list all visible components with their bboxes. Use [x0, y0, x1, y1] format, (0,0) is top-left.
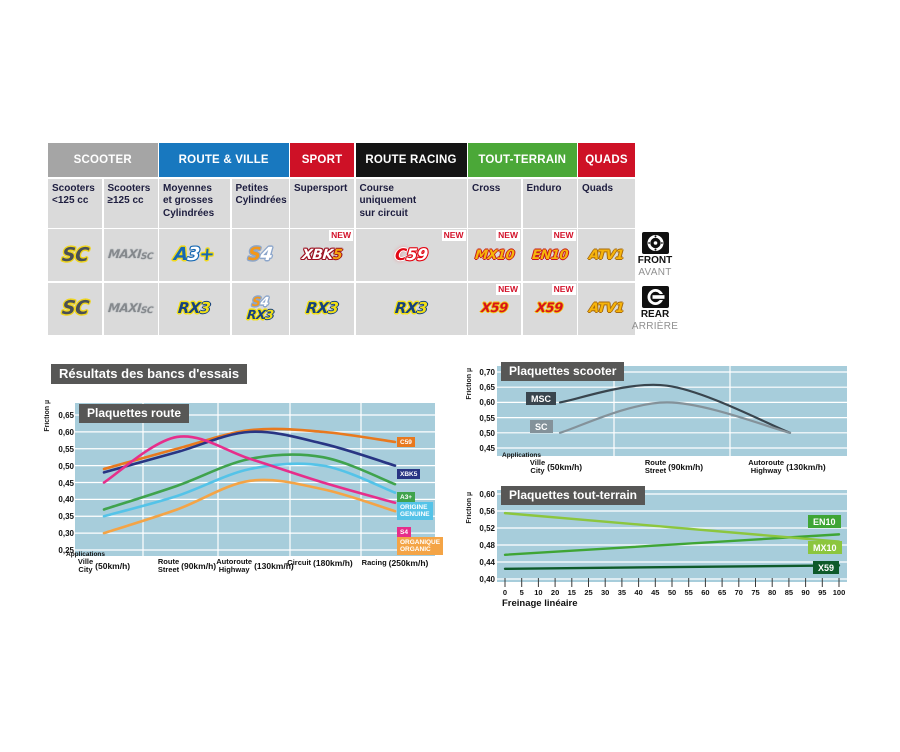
subheader-cell: Petites Cylindrées [232, 179, 289, 228]
logo-rx3: RX3 [305, 299, 339, 317]
x-tick-label: 100 [832, 588, 846, 597]
category-name: Autoroute Highway [216, 557, 253, 575]
x-tick-label: 90 [801, 588, 810, 597]
front-pad-cell [48, 229, 102, 281]
rear-pad-cell [232, 283, 289, 335]
chart-title-plaquettes-tout-terrain: Plaquettes tout-terrain [501, 486, 645, 505]
new-badge: NEW [498, 230, 518, 240]
new-badge: NEW [331, 230, 351, 240]
y-tick-label: 0,44 [479, 558, 495, 567]
category-name: Ville City [77, 557, 94, 575]
plot-plaquettes-tout-terrain [497, 490, 847, 590]
avant-label: AVANT [638, 267, 672, 278]
subheader-cell: Moyennes et grosses Cylindrées [159, 179, 230, 228]
x-tick-label: 25 [584, 588, 593, 597]
category-name: Circuit [287, 557, 312, 567]
front-label: FRONT [637, 255, 673, 266]
x-category-autoroute [748, 459, 826, 476]
front-pad-cell [468, 229, 521, 281]
chart-title-plaquettes-scooter: Plaquettes scooter [501, 362, 624, 381]
group-header-scooter: SCOOTER [48, 143, 158, 177]
logo-rx3: RX3 [177, 299, 212, 317]
category-speed: (50km/h) [95, 561, 131, 572]
front-position-block [628, 232, 682, 278]
series-label-sc: SC [530, 420, 553, 433]
applications-caption: Applications [502, 452, 542, 459]
series-label-a3+: A3+ [397, 492, 415, 502]
x-tick-label: 0 [502, 588, 508, 597]
category-name: Route Street [644, 458, 667, 476]
category-name: Racing [361, 557, 387, 567]
series-label-en10: EN10 [808, 515, 841, 528]
category-speed: (50km/h) [547, 462, 583, 473]
logo-rx3: RX3 [394, 299, 428, 317]
category-name: Ville City [529, 458, 546, 476]
category-speed: (90km/h) [181, 561, 217, 572]
y-tick-label: 0,45 [58, 478, 74, 488]
series-label-x59: X59 [813, 561, 839, 574]
x-tick-label: 50 [667, 588, 677, 597]
subheader-cell: Supersport [290, 179, 354, 228]
logo-x59: X59 [535, 301, 564, 316]
y-tick-label: 0,40 [479, 575, 495, 584]
x-tick-label: 85 [784, 588, 794, 597]
x-tick-label: 10 [534, 588, 543, 597]
x-tick-label: 30 [601, 588, 610, 597]
rear-pad-cell [48, 283, 102, 335]
logo-s4: S4 [251, 294, 270, 310]
x-tick-label: 60 [701, 588, 710, 597]
section-title: Résultats des bancs d'essais [51, 364, 247, 384]
y-tick-label: 0,52 [479, 524, 495, 533]
plot-plaquettes-route [75, 403, 435, 556]
series-label-mx10: MX10 [808, 541, 842, 554]
y-tick-label: 0,55 [479, 413, 495, 423]
subheader-cell: Scooters <125 cc [48, 179, 102, 228]
x-category-circuit [287, 558, 352, 568]
x-tick-marks [505, 578, 839, 587]
x-tick-label: 15 [567, 588, 576, 597]
rear-pad-cell [104, 283, 158, 335]
logo-rx3: RX3 [246, 307, 274, 322]
front-pad-cell [104, 229, 158, 281]
y-tick-label: 0,50 [479, 428, 495, 438]
applications-caption: Applications [66, 551, 106, 558]
y-tick-label: 0,40 [58, 495, 74, 505]
rear-brake-disc-icon [642, 286, 669, 308]
x-tick-label: 75 [751, 588, 760, 597]
logo-sc: SC [60, 297, 90, 319]
chart-title-plaquettes-route: Plaquettes route [79, 404, 189, 423]
series-label-xbk5: XBK5 [397, 469, 420, 479]
y-tick-label: 0,60 [479, 398, 495, 408]
rear-label: REAR [640, 309, 670, 320]
y-tick-label: 0,70 [479, 368, 495, 377]
x-category-route [158, 558, 216, 575]
rear-pad-cell [468, 283, 521, 335]
rear-position-block [628, 286, 682, 332]
logo-s4: S4 [246, 244, 274, 265]
y-tick-label: 0,60 [58, 427, 74, 437]
x-category-racing [362, 558, 429, 568]
x-category-autoroute [216, 558, 294, 575]
subheader-cell: Quads [578, 179, 635, 228]
rear-pad-cell [523, 283, 577, 335]
series-label-c59: C59 [397, 437, 415, 447]
x-tick-label: 40 [634, 588, 643, 597]
x-tick-label: 80 [768, 588, 777, 597]
y-tick-label: 0,56 [479, 507, 495, 516]
y-axis-label: Friction µ [44, 400, 51, 432]
y-tick-label: 0,30 [58, 529, 74, 539]
category-speed: (90km/h) [668, 462, 704, 473]
logo-xbk5: XBK5 [301, 247, 343, 263]
applications-table [48, 143, 635, 335]
logo-atv1: ATV1 [588, 301, 625, 316]
category-speed: (130km/h) [786, 462, 826, 473]
y-tick-label: 0,50 [58, 461, 74, 471]
y-tick-label: 0,45 [479, 444, 495, 453]
x-tick-label: 5 [519, 588, 524, 597]
x-category-ville [78, 558, 130, 575]
series-label-organique-organic: ORGANIQUE ORGANIC [397, 537, 443, 555]
y-tick-label: 0,35 [58, 512, 74, 522]
logo-atv1: ATV1 [588, 247, 625, 263]
x-tick-label: 45 [651, 588, 660, 597]
x-axis-title: Freinage linéaire [502, 598, 578, 609]
logo-maxi-sc: MAXISC [107, 300, 154, 316]
logo-maxi-sc: MAXISC [107, 247, 154, 262]
y-tick-label: 0,60 [479, 490, 495, 499]
y-axis-label: Friction µ [466, 368, 473, 400]
x-tick-label: 70 [734, 588, 743, 597]
logo-en10: EN10 [530, 247, 569, 263]
x-tick-label: 65 [717, 588, 727, 597]
new-badge: NEW [498, 283, 518, 294]
category-speed: (130km/h) [254, 561, 294, 572]
group-header-sport: SPORT [290, 143, 354, 177]
y-tick-label: 0,65 [58, 411, 74, 420]
x-tick-label: 55 [684, 588, 693, 597]
front-pad-cell [159, 229, 230, 281]
group-header-route-racing: ROUTE RACING [356, 143, 467, 177]
x-tick-label: 20 [550, 588, 560, 597]
front-pad-cell [523, 229, 577, 281]
series-label-origine-genuine: ORIGINE GENUINE [397, 502, 433, 520]
new-badge: NEW [553, 283, 574, 294]
logo-mx10: MX10 [474, 247, 515, 263]
rear-pad-cell [159, 283, 230, 335]
logo-x59: X59 [480, 301, 509, 316]
front-pad-cell [356, 229, 467, 281]
y-axis-label: Friction µ [466, 492, 473, 524]
front-pad-cell [232, 229, 289, 281]
logo-a3+: A3+ [173, 244, 216, 265]
category-name: Route Street [157, 557, 180, 575]
rear-pad-cell [356, 283, 467, 335]
subheader-cell: Scooters ≥125 cc [104, 179, 158, 228]
subheader-cell: Course uniquement sur circuit [356, 179, 467, 228]
x-category-route [645, 459, 703, 476]
category-speed: (180km/h) [313, 558, 353, 568]
arriere-label: ARRIÈRE [631, 321, 679, 332]
front-pad-cell [290, 229, 354, 281]
x-tick-label: 95 [818, 588, 827, 597]
series-label-msc: MSC [526, 392, 556, 405]
group-header-quads: QUADS [578, 143, 635, 177]
group-header-route-ville: ROUTE & VILLE [159, 143, 289, 177]
x-category-ville [530, 459, 582, 476]
new-badge: NEW [553, 230, 574, 240]
category-name: Autoroute Highway [748, 458, 785, 476]
y-tick-label: 0,48 [479, 541, 495, 550]
rear-pad-cell [578, 283, 635, 335]
logo-sc: SC [60, 243, 90, 266]
y-tick-label: 0,25 [58, 546, 74, 555]
new-badge: NEW [443, 230, 464, 240]
rear-pad-cell [290, 283, 354, 335]
y-tick-label: 0,65 [479, 383, 495, 393]
front-pad-cell [578, 229, 635, 281]
x-tick-label: 35 [617, 588, 627, 597]
logo-c59: C59 [393, 245, 429, 264]
series-label-s4: S4 [397, 527, 411, 537]
front-brake-disc-icon [642, 232, 669, 254]
subheader-cell: Enduro [523, 179, 577, 228]
y-tick-label: 0,55 [58, 444, 74, 454]
subheader-cell: Cross [468, 179, 521, 228]
group-header-tout-terrain: TOUT-TERRAIN [468, 143, 577, 177]
category-speed: (250km/h) [388, 558, 429, 568]
